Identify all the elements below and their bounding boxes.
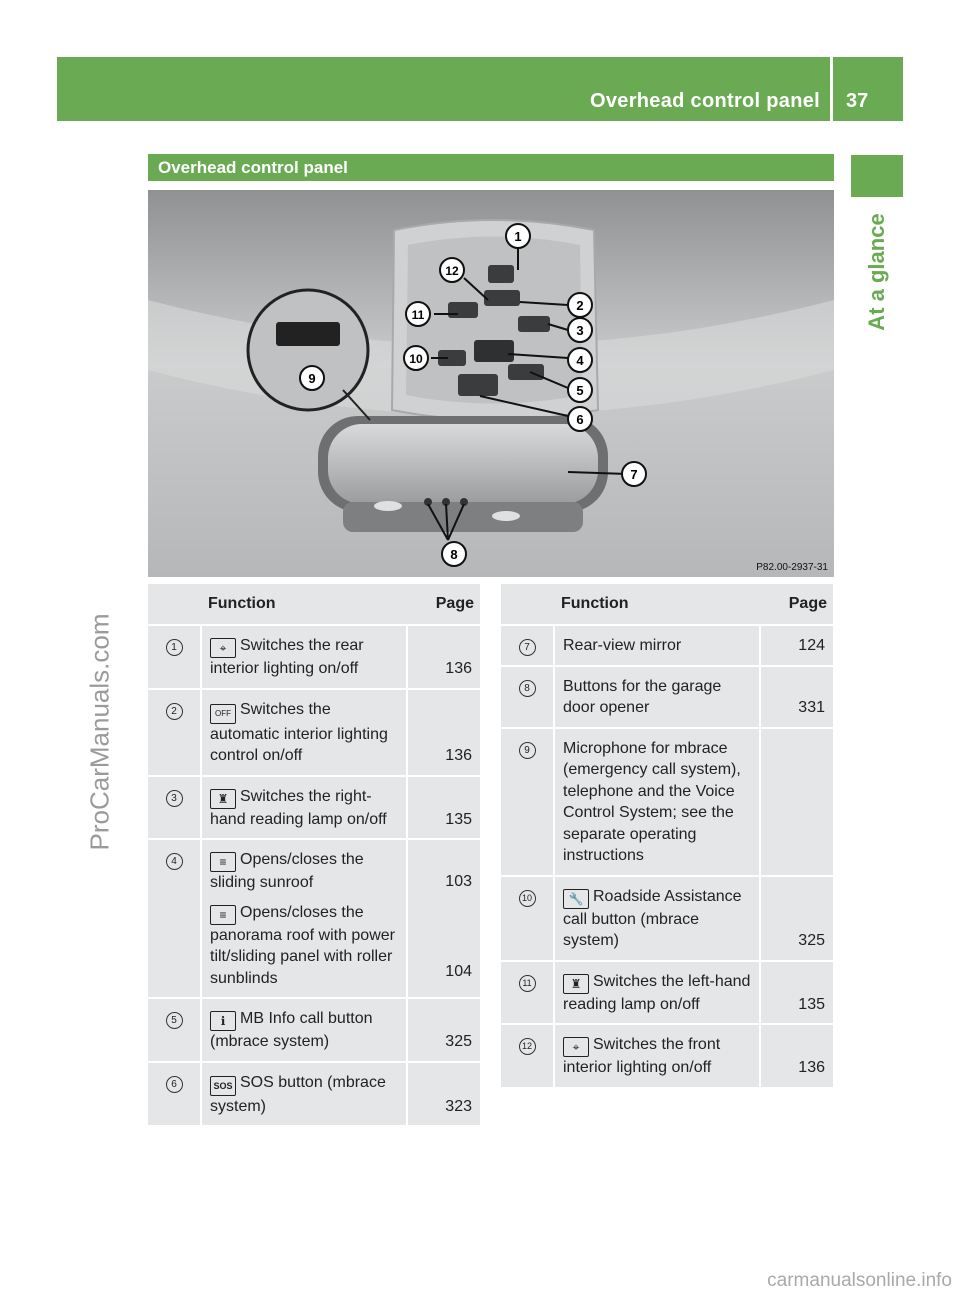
col-header-page: Page [408, 584, 480, 626]
callout-5 [568, 378, 592, 402]
callout-6 [568, 407, 592, 431]
callout-4 [568, 348, 592, 372]
page-ref: 104 [445, 962, 472, 980]
callout-2 [568, 293, 592, 317]
auto-light-off-icon: OFF [210, 704, 236, 724]
page-ref: 135 [408, 777, 480, 841]
header-title: Overhead control panel [590, 90, 820, 112]
callout-7 [622, 462, 646, 486]
svg-text:7: 7 [630, 467, 638, 482]
item-number: 6 [166, 1076, 183, 1093]
svg-text:11: 11 [411, 308, 425, 322]
watermark-bottom: carmanualsonline.info [767, 1270, 952, 1291]
table-row [148, 840, 480, 999]
col-header-function: Function [202, 584, 408, 626]
item-number: 8 [519, 680, 536, 697]
table-row [501, 1025, 833, 1089]
function-text: MB Info call button (mbrace system) [210, 1010, 373, 1050]
function-text: Switches the rear interior lighting on/off [210, 637, 364, 677]
col-header-page: Page [761, 584, 833, 626]
page-ref: 136 [761, 1025, 833, 1089]
function-text: Switches the right-hand reading lamp on/off [210, 787, 387, 828]
page-ref: 136 [408, 626, 480, 690]
item-number: 2 [166, 703, 183, 720]
callout-10 [404, 346, 428, 370]
function-text: Switches the automatic interior lighting control on/off [210, 700, 388, 764]
item-number: 5 [166, 1012, 183, 1029]
panorama-roof-icon: ≡ [210, 905, 236, 925]
page-ref: 124 [761, 626, 833, 667]
svg-text:2: 2 [576, 298, 584, 313]
page-ref: 135 [761, 962, 833, 1026]
reading-lamp-icon: ♜ [563, 974, 589, 994]
table-row [501, 962, 833, 1026]
col-header-function: Function [555, 584, 761, 626]
svg-text:1: 1 [514, 229, 522, 244]
table-row [148, 690, 480, 777]
table-row [148, 626, 480, 690]
side-tab [851, 155, 903, 197]
section-title: Overhead control panel [158, 158, 348, 177]
table-row [148, 777, 480, 841]
page-ref [761, 729, 833, 877]
callout-8 [442, 542, 466, 566]
page-ref: 323 [408, 1063, 480, 1128]
sos-icon: SOS [210, 1076, 236, 1096]
function-text: Rear-view mirror [555, 626, 761, 667]
svg-text:12: 12 [445, 264, 459, 278]
header-divider [830, 57, 833, 121]
function-text: Opens/closes the panorama roof with power tilt/sliding panel with roller sunblinds [210, 903, 395, 987]
table-row [148, 1063, 480, 1128]
page-ref: 136 [408, 690, 480, 777]
side-section-label: At a glance [864, 213, 889, 331]
svg-text:6: 6 [576, 412, 584, 427]
watermark-left: ProCarManuals.com [84, 613, 115, 851]
table-row [501, 877, 833, 962]
function-text: Roadside Assistance call button (mbrace system) [563, 887, 742, 949]
item-number: 9 [519, 742, 536, 759]
roadside-assistance-icon: 🔧 [563, 889, 589, 909]
figure-code: P82.00-2937-31 [756, 562, 828, 573]
front-light-icon: ⌖ [563, 1037, 589, 1057]
page-ref: 325 [761, 877, 833, 962]
item-number: 7 [519, 639, 536, 656]
function-text: Switches the left-hand reading lamp on/off [563, 972, 751, 1013]
function-table-left [148, 584, 480, 1127]
function-text: Microphone for mbrace (emergency call system), telephone and the Voice Control System; see the separate operating instructions [555, 729, 761, 877]
table-row [501, 626, 833, 667]
item-number: 12 [519, 1038, 536, 1055]
callout-12 [440, 258, 464, 282]
rear-light-icon: ⌖ [210, 638, 236, 658]
svg-text:3: 3 [576, 323, 584, 338]
page-ref: 331 [761, 667, 833, 729]
svg-text:5: 5 [576, 383, 584, 398]
svg-text:4: 4 [576, 353, 584, 368]
page-number: 37 [846, 90, 869, 112]
item-number: 4 [166, 853, 183, 870]
item-number: 1 [166, 639, 183, 656]
table-row [501, 729, 833, 877]
item-number: 11 [519, 975, 536, 992]
callout-9 [300, 366, 324, 390]
table-row [501, 667, 833, 729]
callout-11 [406, 302, 430, 326]
function-table-right [501, 584, 833, 1089]
sunroof-icon: ≡ [210, 852, 236, 872]
item-number: 10 [519, 890, 536, 907]
function-text: Switches the front interior lighting on/off [563, 1036, 721, 1076]
page-ref: 103 [445, 873, 472, 890]
table-row [148, 999, 480, 1063]
reading-lamp-icon: ♜ [210, 789, 236, 809]
function-text: SOS button (mbrace system) [210, 1073, 386, 1115]
info-call-icon: ℹ [210, 1011, 236, 1031]
page-ref: 325 [408, 999, 480, 1063]
overhead-panel-figure [148, 190, 834, 577]
callout-3 [568, 318, 592, 342]
function-text: Opens/closes the sliding sunroof [210, 851, 364, 891]
svg-text:8: 8 [450, 547, 458, 562]
callout-1 [506, 224, 530, 248]
function-text: Buttons for the garage door opener [555, 667, 761, 729]
svg-text:10: 10 [409, 352, 423, 366]
svg-text:9: 9 [308, 371, 316, 386]
item-number: 3 [166, 790, 183, 807]
